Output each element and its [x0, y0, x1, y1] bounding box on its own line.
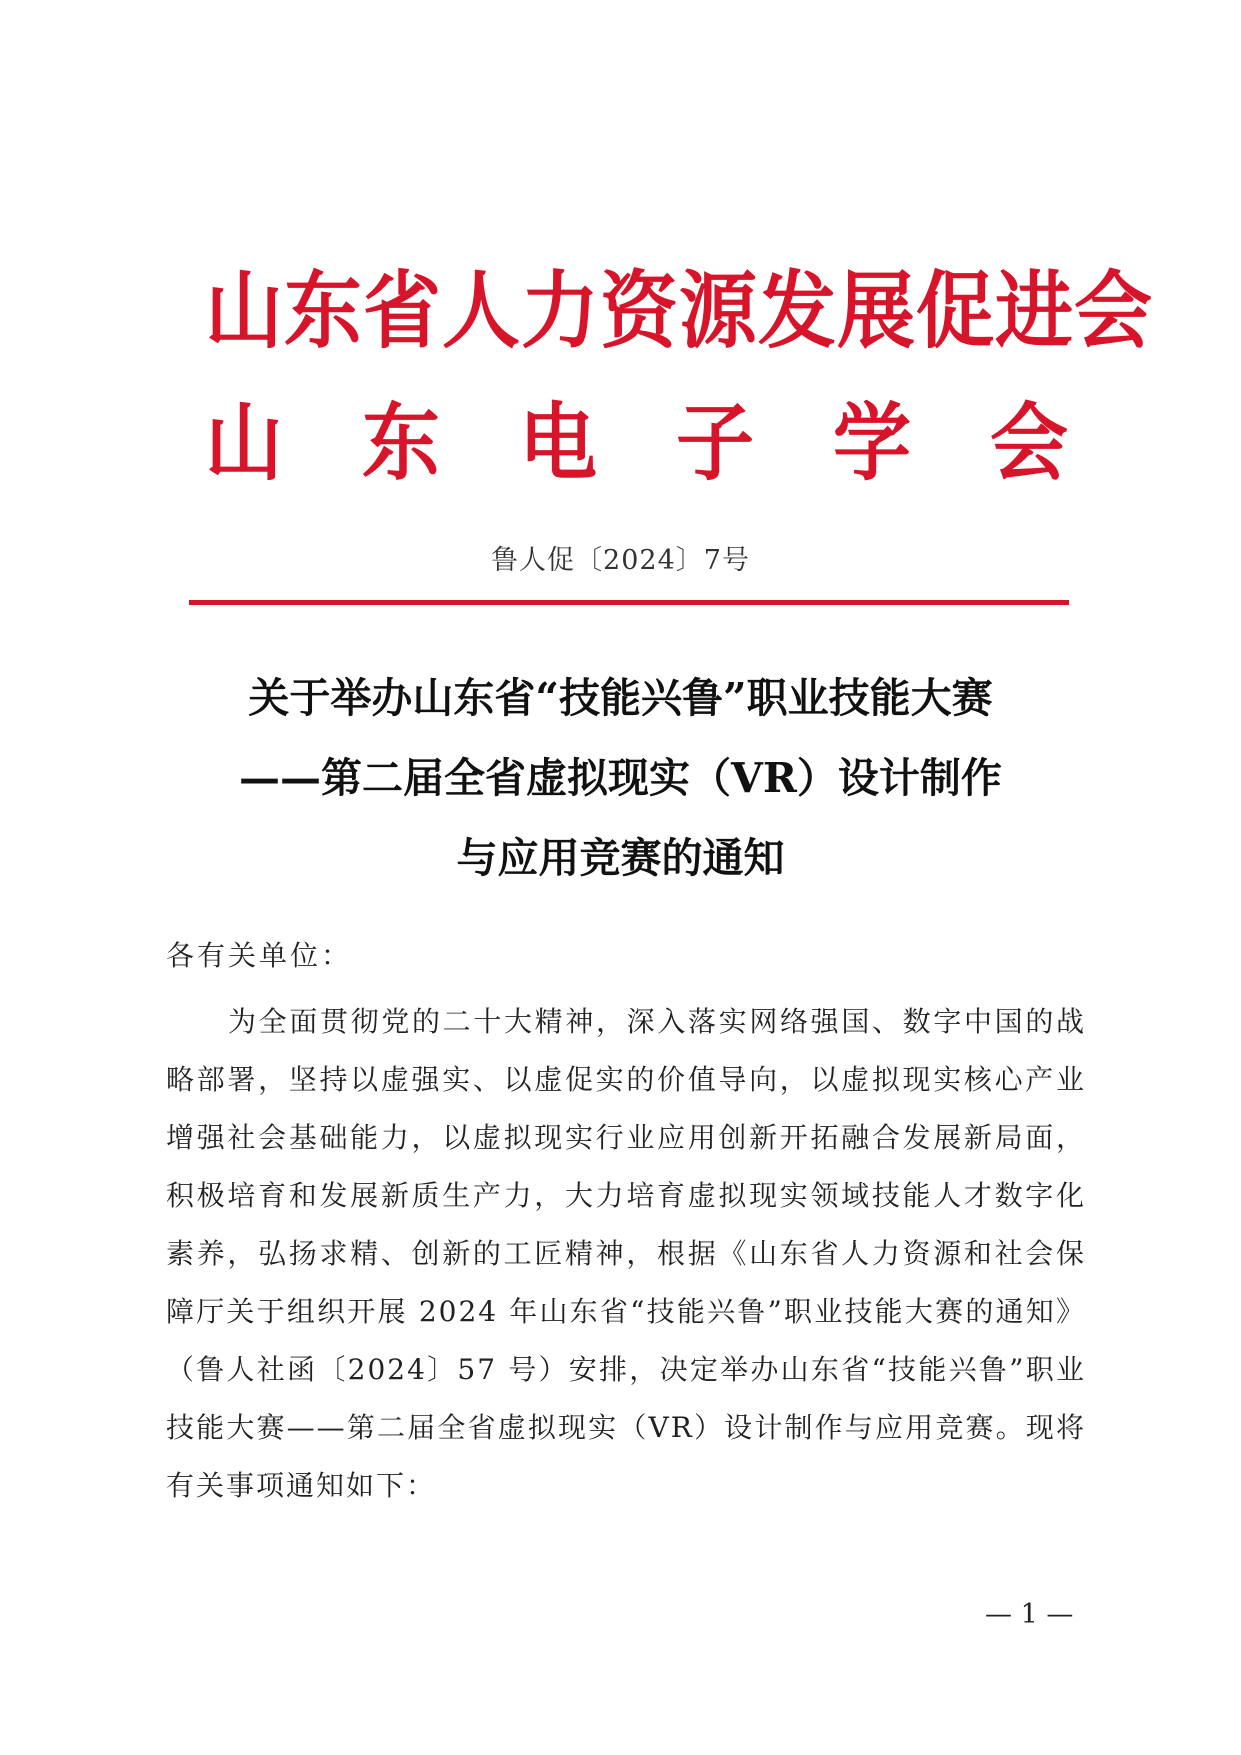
issuing-org-1: 山东省人力资源发展促进会 [205, 263, 1154, 361]
body-paragraph: 为全面贯彻党的二十大精神，深入落实网络强国、数字中国的战略部署，坚持以虚强实、以虚促实的价值导向，以虚拟现实核心产业增强社会基础能力，以虚拟现实行业应用创新开拓融合发展新局面，积极培育和发展新质生产力，大力培育虚拟现实领域技能人才数字化素养，弘扬求精、创新的工匠精神，根据《山东省人力资源和社会保障厅关于组织开展 2024 年山东省“技能兴鲁”职业技能大赛的通知》（鲁人社函〔2024〕57 号）安排，决定举办山东省“技能兴鲁”职业技能大赛——第二届全省虚拟现实（VR）设计制作与应用竞赛。现将有关事项通知如下： [166, 1005, 1086, 1502]
document-number: 鲁人促〔2024〕7号 [491, 545, 750, 576]
title-line-3: 与应用竞赛的通知 [456, 834, 785, 882]
page-number: — 1 — [985, 1599, 1074, 1630]
red-divider-line [189, 600, 1069, 605]
title-line-1: 关于举办山东省“技能兴鲁”职业技能大赛 [248, 674, 993, 722]
salutation: 各有关单位： [166, 939, 353, 972]
issuing-org-2: 山东电子学会 [205, 395, 1148, 493]
title-line-2: ——第二届全省虚拟现实（VR）设计制作 [239, 754, 1002, 802]
